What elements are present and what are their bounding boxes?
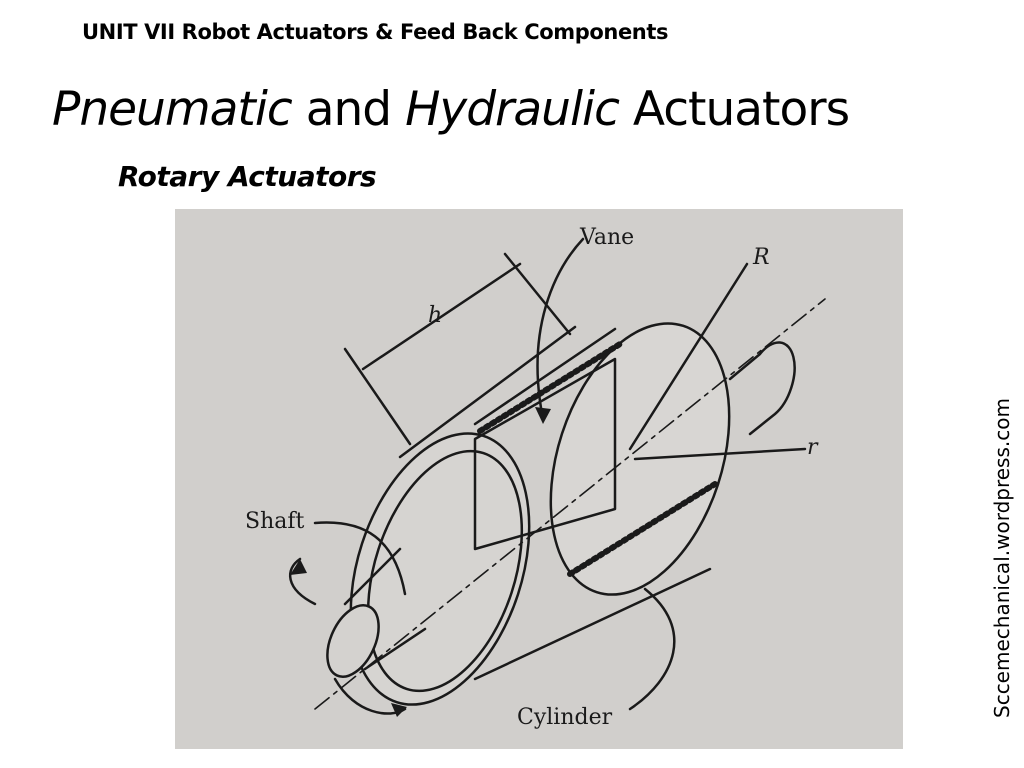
label-vane: Vane — [580, 225, 635, 250]
title-and: and — [291, 82, 406, 137]
subtitle: Rotary Actuators — [118, 160, 377, 193]
rotary-actuator-diagram — [175, 209, 903, 749]
title-actuators: Actuators — [618, 82, 850, 137]
label-cylinder: Cylinder — [517, 705, 613, 730]
label-shaft: Shaft — [245, 509, 305, 534]
title-pneumatic: Pneumatic — [52, 82, 292, 137]
rotary-actuator-figure — [175, 209, 903, 749]
label-R: R — [753, 245, 770, 270]
label-h: h — [428, 303, 443, 328]
page-title — [52, 82, 849, 137]
title-hydraulic: Hydraulic — [405, 82, 619, 137]
label-r: r — [807, 435, 818, 460]
unit-heading: UNIT VII Robot Actuators & Feed Back Components — [82, 20, 669, 44]
side-watermark: Sccemechanical.wordpress.com — [990, 398, 1014, 718]
